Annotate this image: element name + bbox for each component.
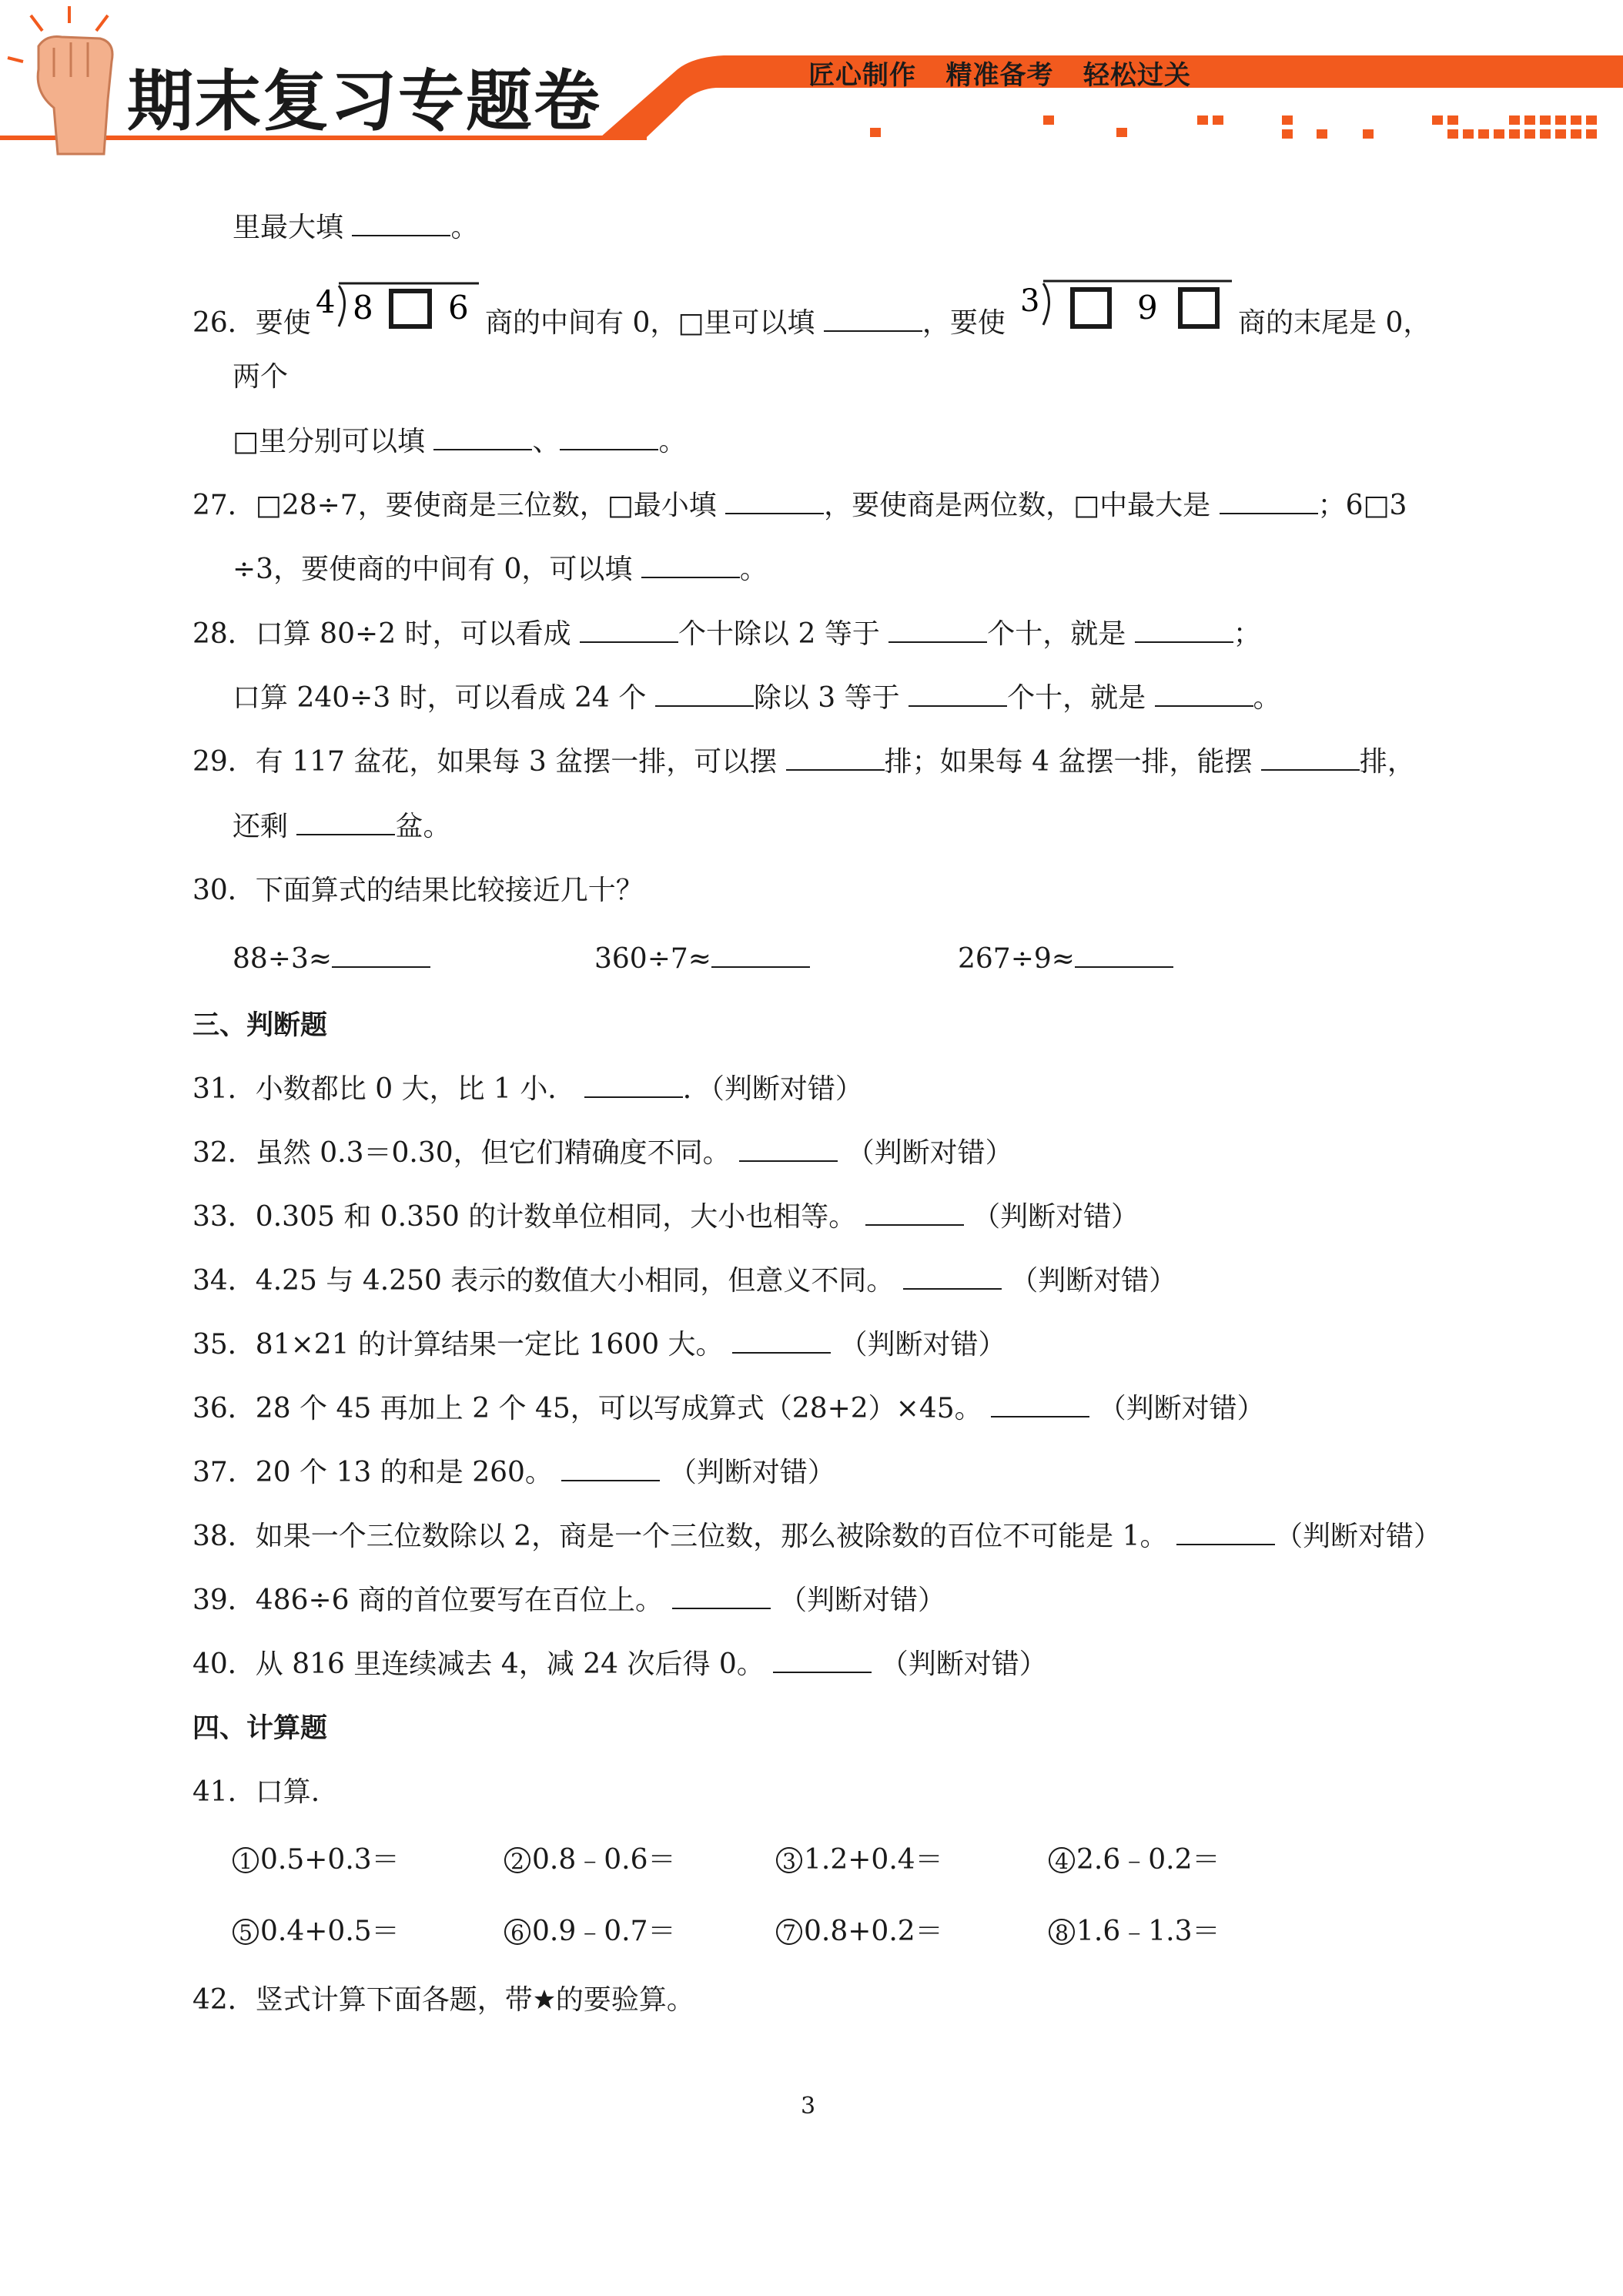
question-29 xyxy=(192,745,1415,779)
oral-item-7 xyxy=(776,1915,943,1949)
answer-blank[interactable] xyxy=(824,307,922,332)
answer-blank[interactable] xyxy=(732,1329,831,1354)
number-circle: 8 xyxy=(1049,1919,1075,1945)
number-circle: 6 xyxy=(504,1919,530,1945)
text: 1.2+0.4＝ xyxy=(804,1844,943,1876)
text: 33．0.305 和 0.350 的计数单位相同，大小也相等。 xyxy=(192,1201,857,1233)
text: 26．要使 xyxy=(192,307,311,339)
number-circle: 4 xyxy=(1049,1847,1075,1873)
answer-blank[interactable] xyxy=(773,1648,872,1673)
text: 还剩 xyxy=(233,811,289,842)
answer-blank[interactable] xyxy=(433,426,532,450)
section-heading-3: 三、判断题 xyxy=(192,1010,328,1041)
text: 41．口算. xyxy=(192,1776,320,1808)
number-circle: 1 xyxy=(233,1847,259,1873)
oral-item-2 xyxy=(504,1843,676,1877)
text: （判断对错） xyxy=(972,1201,1139,1233)
text: 40．从 816 里连续减去 4，减 24 次后得 0。 xyxy=(192,1648,765,1680)
question-26-line3 xyxy=(233,425,687,459)
question-35 xyxy=(192,1328,1006,1362)
text: （判断对错） xyxy=(668,1457,835,1488)
text: （判断对错） xyxy=(1274,1521,1441,1552)
text: 0.9﹣0.7＝ xyxy=(532,1916,676,1947)
oral-item-5 xyxy=(233,1915,400,1949)
dividend-digit: 6 xyxy=(448,289,469,326)
text: （判断对错） xyxy=(778,1585,945,1616)
text: 36．28 个 45 再加上 2 个 45，可以写成算式（28+2）×45。 xyxy=(192,1393,982,1424)
answer-blank[interactable] xyxy=(711,943,810,968)
text: 0.5+0.3＝ xyxy=(260,1844,400,1876)
text: □里分别可以填 xyxy=(233,426,426,457)
text: 29．有 117 盆花，如果每 3 盆摆一排，可以摆 xyxy=(192,746,778,778)
question-41 xyxy=(192,1776,320,1809)
empty-box[interactable] xyxy=(1180,290,1217,326)
text: 个十除以 2 等于 xyxy=(678,618,880,650)
question-42 xyxy=(192,1983,694,2017)
question-29-line2 xyxy=(233,810,450,844)
question-30-item-c xyxy=(958,942,1173,976)
text: 0.8+0.2＝ xyxy=(804,1916,943,1947)
text: 商的末尾是 0， xyxy=(1238,307,1431,339)
text: 2.6﹣0.2＝ xyxy=(1076,1844,1220,1876)
text: 两个 xyxy=(233,361,289,393)
divisor: 3 xyxy=(1020,283,1040,319)
question-26 xyxy=(192,306,311,340)
answer-blank[interactable] xyxy=(561,1457,660,1481)
answer-blank[interactable] xyxy=(1075,943,1173,968)
answer-blank[interactable] xyxy=(1261,746,1360,771)
divisor: 4 xyxy=(316,285,336,320)
answer-blank[interactable] xyxy=(584,1073,683,1098)
text: 35．81×21 的计算结果一定比 1600 大。 xyxy=(192,1329,724,1361)
text: 267÷9≈ xyxy=(958,943,1075,975)
question-33 xyxy=(192,1200,1139,1234)
text: 0.4+0.5＝ xyxy=(260,1916,400,1947)
page-number: 3 xyxy=(801,2093,816,2120)
question-36 xyxy=(192,1392,1265,1426)
text: 42．竖式计算下面各题，带 xyxy=(192,1984,533,2016)
text: 1.6﹣1.3＝ xyxy=(1076,1916,1220,1947)
text: 个十，就是 xyxy=(1007,682,1146,714)
text: 的要验算。 xyxy=(555,1984,694,2016)
oral-item-8 xyxy=(1049,1915,1220,1949)
division-figure-2 xyxy=(1020,262,1236,335)
question-28-line2 xyxy=(233,681,1281,715)
empty-box[interactable] xyxy=(391,291,430,326)
question-37 xyxy=(192,1456,835,1490)
text: 排；如果每 4 盆摆一排，能摆 xyxy=(884,746,1253,778)
text: ，要使 xyxy=(922,307,1006,339)
question-27 xyxy=(192,489,1407,523)
text: 。 xyxy=(658,426,687,457)
answer-blank[interactable] xyxy=(1135,618,1233,643)
section-heading-4: 四、计算题 xyxy=(192,1713,328,1744)
text: 盆。 xyxy=(395,811,451,842)
answer-blank[interactable] xyxy=(1220,490,1318,514)
question-30-item-b xyxy=(594,942,810,976)
star-icon xyxy=(533,1988,556,2011)
text: 30．下面算式的结果比较接近几十？ xyxy=(192,875,644,906)
header-slogan: 匠心制作 精准备考 轻松过关 xyxy=(808,60,1192,91)
question-27-line2 xyxy=(233,553,768,587)
answer-blank[interactable] xyxy=(296,811,395,835)
text: 里最大填 xyxy=(233,212,344,243)
text: （判断对错） xyxy=(839,1329,1006,1361)
answer-blank[interactable] xyxy=(991,1393,1089,1417)
answer-blank[interactable] xyxy=(725,490,824,514)
answer-blank[interactable] xyxy=(865,1201,964,1226)
number-circle: 2 xyxy=(504,1847,530,1873)
answer-blank[interactable] xyxy=(888,618,987,643)
answer-blank[interactable] xyxy=(352,212,450,236)
question-31 xyxy=(192,1073,863,1106)
oral-item-6 xyxy=(504,1915,676,1949)
answer-blank[interactable] xyxy=(560,426,658,450)
number-circle: 5 xyxy=(233,1919,259,1945)
fist-icon xyxy=(8,6,112,154)
text: （判断对错） xyxy=(846,1137,1013,1169)
text: 。 xyxy=(1253,682,1281,714)
text: 个十，就是 xyxy=(987,618,1126,650)
text: 。 xyxy=(739,554,768,585)
oral-item-1 xyxy=(233,1843,400,1877)
text: 、 xyxy=(532,426,561,457)
text: 38．如果一个三位数除以 2，商是一个三位数，那么被除数的百位不可能是 1。 xyxy=(192,1521,1168,1552)
text: 31．小数都比 0 大，比 1 小． xyxy=(192,1073,576,1105)
answer-blank[interactable] xyxy=(332,943,430,968)
text: 。 xyxy=(450,212,479,243)
text: 32．虽然 0.3＝0.30，但它们精确度不同。 xyxy=(192,1137,731,1169)
dividend-digit: 8 xyxy=(353,289,373,326)
text: （判断对错） xyxy=(880,1648,1047,1680)
empty-box[interactable] xyxy=(1073,290,1109,326)
question-30-item-a xyxy=(233,942,430,976)
text: 口算 240÷3 时，可以看成 24 个 xyxy=(233,682,647,714)
oral-item-4 xyxy=(1049,1843,1220,1877)
text: 商的中间有 0，□里可以填 xyxy=(485,307,815,339)
question-34 xyxy=(192,1264,1176,1298)
text: ； xyxy=(1233,618,1261,650)
oral-item-3 xyxy=(776,1843,943,1877)
question-26-end xyxy=(1238,306,1431,340)
answer-blank[interactable] xyxy=(1155,682,1253,707)
question-40 xyxy=(192,1648,1047,1682)
text: ÷3，要使商的中间有 0，可以填 xyxy=(233,554,633,585)
division-figure-1 xyxy=(316,266,481,336)
text: （判断对错） xyxy=(1098,1393,1265,1424)
text: 39．486÷6 商的首位要写在百位上。 xyxy=(192,1585,664,1616)
answer-blank[interactable] xyxy=(903,1265,1002,1290)
text: 34．4.25 与 4.250 表示的数值大小相同，但意义不同。 xyxy=(192,1265,895,1297)
question-38 xyxy=(192,1520,1441,1554)
header-title: 期末复习专题卷 xyxy=(127,63,601,140)
answer-blank[interactable] xyxy=(655,682,754,707)
number-circle: 7 xyxy=(776,1919,802,1945)
answer-blank[interactable] xyxy=(1176,1521,1275,1545)
line-continuation xyxy=(233,211,478,245)
answer-blank[interactable] xyxy=(786,746,885,771)
dividend-digit: 9 xyxy=(1137,289,1158,326)
answer-blank[interactable] xyxy=(672,1585,771,1609)
question-32 xyxy=(192,1136,1013,1170)
number-circle: 3 xyxy=(776,1847,802,1873)
answer-blank[interactable] xyxy=(580,618,678,643)
text: 28．口算 80÷2 时，可以看成 xyxy=(192,618,571,650)
page-header xyxy=(0,0,1623,162)
answer-blank[interactable] xyxy=(641,554,740,578)
question-26-line2 xyxy=(233,360,288,394)
text: （判断对错） xyxy=(1010,1265,1177,1297)
text: ．（判断对错） xyxy=(682,1073,863,1105)
text: 排， xyxy=(1359,746,1415,778)
question-28 xyxy=(192,618,1261,651)
question-39 xyxy=(192,1584,945,1618)
text: 0.8﹣0.6＝ xyxy=(532,1844,676,1876)
text: 37．20 个 13 的和是 260。 xyxy=(192,1457,553,1488)
text: 360÷7≈ xyxy=(594,943,711,975)
answer-blank[interactable] xyxy=(909,682,1007,707)
decorative-dots xyxy=(870,115,1597,139)
text: ；6□3 xyxy=(1317,490,1407,521)
text: 除以 3 等于 xyxy=(753,682,900,714)
text: 27．□28÷7，要使商是三位数，□最小填 xyxy=(192,490,717,521)
text: ，要使商是两位数，□中最大是 xyxy=(824,490,1211,521)
question-30 xyxy=(192,874,644,908)
question-26-cont xyxy=(485,306,1006,340)
answer-blank[interactable] xyxy=(739,1137,838,1162)
text: 88÷3≈ xyxy=(233,943,333,975)
